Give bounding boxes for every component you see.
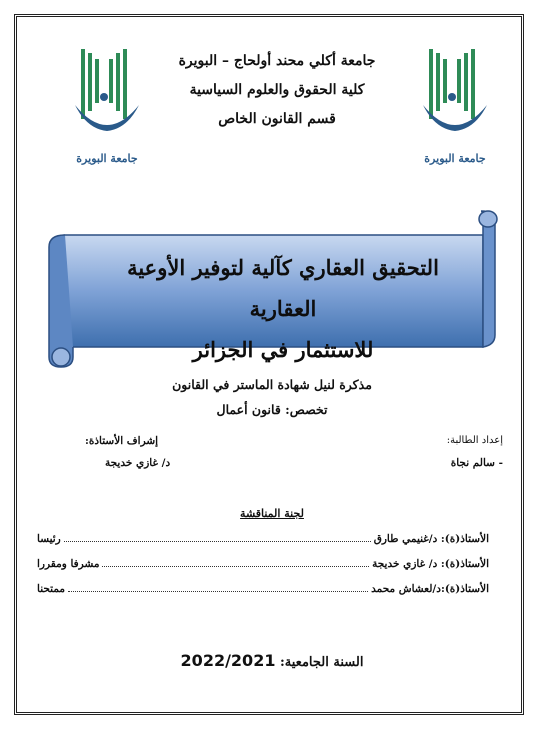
thesis-specialty: تخصص: قانون أعمال xyxy=(216,402,328,417)
university-name: جامعة أكلي محند أولحاج – البويرة xyxy=(178,53,376,69)
committee-role: ممتحنا xyxy=(37,583,66,595)
title-page xyxy=(14,14,524,715)
academic-year xyxy=(17,651,527,670)
department-name: قسم القانون الخاص xyxy=(218,111,336,127)
student-name: - سالم نجاة xyxy=(450,457,503,469)
faculty-name: كلية الحقوق والعلوم السياسية xyxy=(189,82,365,98)
logo-caption: جامعة البويرة xyxy=(424,152,486,165)
thesis-title xyxy=(93,247,473,370)
thesis-title-line1: التحقيق العقاري كآلية لتوفير الأوعية العقارية xyxy=(127,255,439,321)
institution-header xyxy=(137,47,417,134)
prepared-by-label: إعداد الطالبة: xyxy=(446,435,503,446)
committee-title: لجنة المناقشة xyxy=(240,507,304,520)
committee-row-2 xyxy=(37,552,489,570)
committee-role: مشرفا ومقررا xyxy=(37,558,100,570)
logo-caption: جامعة البويرة xyxy=(76,152,138,165)
university-logo-right xyxy=(415,45,495,165)
university-emblem-icon xyxy=(415,45,495,145)
committee-member: الأستاذ(ة): د/ غازي خديجة xyxy=(372,558,489,570)
dotted-leader xyxy=(102,566,369,567)
title-banner xyxy=(43,207,501,372)
academic-year-value: 2022/2021 xyxy=(180,651,276,670)
committee-row-1 xyxy=(37,527,489,545)
committee-row-3 xyxy=(37,577,489,595)
supervisor-label: إشراف الأستاذة: xyxy=(85,435,159,447)
committee-member: الأستاذ(ة):د/لعشاش محمد xyxy=(371,583,489,595)
supervisor-name: د/ غازي خديجة xyxy=(105,457,171,469)
university-emblem-icon xyxy=(67,45,147,145)
committee-member: الأستاذ(ة): د/غنيمي طارق xyxy=(373,533,489,545)
dotted-leader xyxy=(68,591,368,592)
committee-role: رئيسا xyxy=(37,533,61,545)
thesis-title-line2: للاستثمار في الجزائر xyxy=(192,337,374,362)
thesis-purpose: مذكرة لنيل شهادة الماستر في القانون xyxy=(172,377,372,392)
university-logo-left xyxy=(67,45,147,165)
academic-year-label: السنة الجامعية: xyxy=(279,655,364,670)
dotted-leader xyxy=(64,541,371,542)
